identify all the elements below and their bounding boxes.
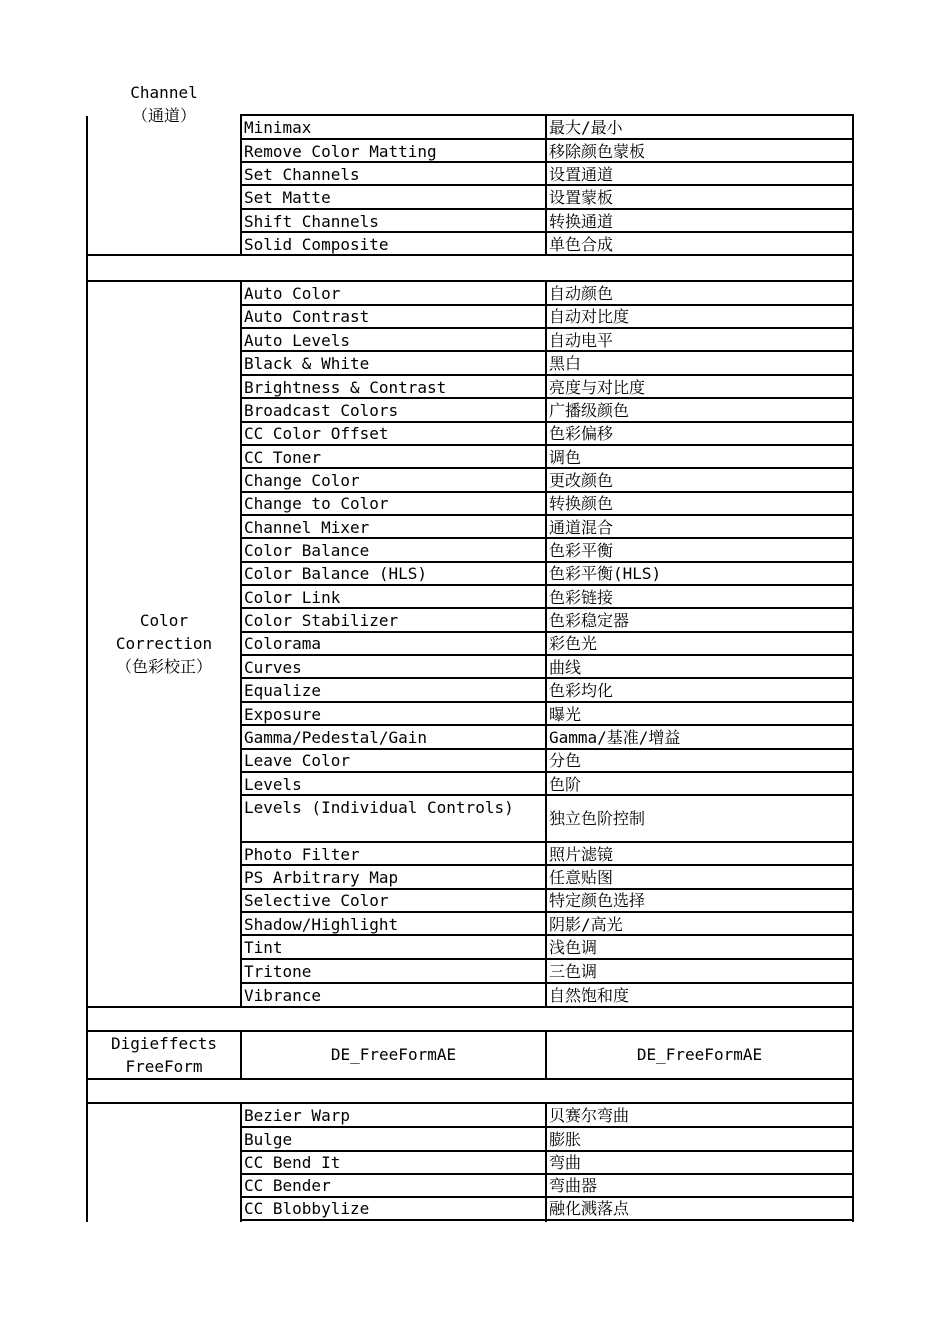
effect-translation: 色彩均化 (549, 681, 614, 700)
effect-translation: 分色 (549, 751, 582, 770)
effect-translation: 色彩平衡(HLS) (549, 564, 662, 583)
df-right-border (852, 1030, 854, 1080)
cc-right-border (852, 280, 854, 1008)
row-divider (240, 677, 854, 679)
effect-name: Auto Levels (244, 331, 350, 350)
effect-name: Shift Channels (244, 212, 379, 231)
row-divider (240, 771, 854, 773)
row-divider (240, 421, 854, 423)
effect-translation: 独立色阶控制 (549, 809, 646, 828)
effect-translation: 转换通道 (549, 212, 614, 231)
row-divider (240, 1173, 854, 1175)
effect-translation: 设置蒙板 (549, 188, 614, 207)
row-divider (240, 841, 854, 843)
effect-name: Selective Color (244, 891, 389, 910)
cc-col-divider-2 (545, 280, 547, 1008)
channel-top-border (240, 114, 854, 116)
row-divider (240, 304, 854, 306)
effect-translation: 曝光 (549, 705, 582, 724)
effect-translation: 贝赛尔弯曲 (549, 1106, 630, 1125)
effect-translation: 调色 (549, 448, 582, 467)
effect-translation: 弯曲器 (549, 1176, 598, 1195)
effect-translation: 通道混合 (549, 518, 614, 537)
effect-name: Change to Color (244, 494, 389, 513)
row-divider (240, 958, 854, 960)
row-divider (240, 911, 854, 913)
effect-translation: 自动颜色 (549, 284, 614, 303)
effect-translation: 色彩链接 (549, 588, 614, 607)
effect-translation: 浅色调 (549, 938, 598, 957)
effect-name: Channel Mixer (244, 518, 370, 537)
channel-left-border (86, 116, 88, 256)
category-color-correction-label: Color Correction （色彩校正） (115, 611, 213, 676)
effect-name: Gamma/Pedestal/Gain (244, 728, 428, 747)
row-divider (240, 1196, 854, 1198)
effect-translation: 色阶 (549, 775, 582, 794)
row-divider (240, 631, 854, 633)
effect-translation: 彩色光 (549, 634, 598, 653)
row-divider (240, 491, 854, 493)
effect-name: Bulge (244, 1130, 293, 1149)
effect-translation: 更改颜色 (549, 471, 614, 490)
effect-translation: 融化溅落点 (549, 1199, 630, 1218)
effect-translation: 自动电平 (549, 331, 614, 350)
effect-name: Equalize (244, 681, 322, 700)
spacer-right (852, 1006, 854, 1032)
effect-translation: 照片滤镜 (549, 845, 614, 864)
row-divider (240, 888, 854, 890)
effect-translation: 亮度与对比度 (549, 378, 646, 397)
effect-name: Curves (244, 658, 302, 677)
effect-name: Levels (Individual Controls) (244, 798, 514, 817)
effect-translation: 色彩稳定器 (549, 611, 630, 630)
effect-name: Black & White (244, 354, 370, 373)
row-divider (240, 1150, 854, 1152)
effect-name: Tritone (244, 962, 312, 981)
effect-name: Exposure (244, 705, 322, 724)
effect-translation: 移除颜色蒙板 (549, 142, 646, 161)
row-divider (240, 138, 854, 140)
spacer-right (852, 254, 854, 282)
effect-translation: 广播级颜色 (549, 401, 630, 420)
spacer-bottom (86, 280, 854, 282)
effect-translation: 设置通道 (549, 165, 614, 184)
effect-translation: 任意贴图 (549, 868, 614, 887)
effect-translation: 最大/最小 (549, 118, 623, 137)
distort-left-border (86, 1102, 88, 1222)
effect-name: Leave Color (244, 751, 350, 770)
row-divider (240, 982, 854, 984)
row-divider (240, 327, 854, 329)
effect-name: DE_FreeFormAE (330, 1045, 457, 1064)
row-divider (240, 1126, 854, 1128)
effect-name: Vibrance (244, 986, 322, 1005)
effect-name: Remove Color Matting (244, 142, 437, 161)
spacer-bottom (86, 1102, 854, 1104)
effect-name: Change Color (244, 471, 360, 490)
effect-translation: 弯曲 (549, 1153, 582, 1172)
spacer-left (86, 1078, 88, 1104)
effect-name: Auto Color (244, 284, 341, 303)
row-divider (240, 467, 854, 469)
section-bottom-border (86, 1078, 854, 1080)
row-divider (240, 1219, 854, 1221)
effect-name: PS Arbitrary Map (244, 868, 399, 887)
effect-name: Auto Contrast (244, 307, 370, 326)
section-bottom-border (86, 1006, 854, 1008)
effect-translation: DE_FreeFormAE (636, 1045, 763, 1064)
row-divider (240, 724, 854, 726)
row-divider (240, 654, 854, 656)
distort-col-divider-1 (240, 1102, 242, 1222)
effect-name: Photo Filter (244, 845, 360, 864)
distort-right-border (852, 1102, 854, 1222)
effect-name: Solid Composite (244, 235, 389, 254)
row-divider (240, 208, 854, 210)
row-divider (240, 374, 854, 376)
cc-col-divider-1 (240, 280, 242, 1008)
effect-name: Color Stabilizer (244, 611, 399, 630)
effect-name: Set Channels (244, 165, 360, 184)
section-bottom-border (86, 254, 854, 256)
effect-translation: 阴影/高光 (549, 915, 623, 934)
effect-name: Color Link (244, 588, 341, 607)
effect-name: CC Bender (244, 1176, 331, 1195)
effect-name: Broadcast Colors (244, 401, 399, 420)
effect-translation: 单色合成 (549, 235, 614, 254)
distort-col-divider-2 (545, 1102, 547, 1222)
row-divider (240, 748, 854, 750)
effect-name: Shadow/Highlight (244, 915, 399, 934)
effect-name: CC Toner (244, 448, 322, 467)
effect-name: Brightness & Contrast (244, 378, 447, 397)
row-divider (240, 701, 854, 703)
row-divider (240, 794, 854, 796)
row-divider (240, 584, 854, 586)
effect-name: Colorama (244, 634, 322, 653)
effect-name: CC Blobbylize (244, 1199, 370, 1218)
effect-name: Bezier Warp (244, 1106, 350, 1125)
effect-name: CC Bend It (244, 1153, 341, 1172)
effect-translation: 黑白 (549, 354, 582, 373)
spacer-right (852, 1078, 854, 1104)
effect-translation: 三色调 (549, 962, 598, 981)
effect-name: Color Balance (244, 541, 370, 560)
category-digieffects-label: Digieffects FreeForm (111, 1034, 217, 1076)
effect-translation: 曲线 (549, 658, 582, 677)
category-channel-label: Channel （通道） (130, 83, 198, 125)
effect-translation: 自然饱和度 (549, 986, 630, 1005)
effect-translation: 膨胀 (549, 1130, 582, 1149)
effect-translation: 色彩平衡 (549, 541, 614, 560)
effect-translation: 特定颜色选择 (549, 891, 646, 910)
row-divider (240, 444, 854, 446)
effect-name: Tint (244, 938, 283, 957)
effect-name: CC Color Offset (244, 424, 389, 443)
effect-translation: 自动对比度 (549, 307, 630, 326)
effect-translation: Gamma/基准/增益 (549, 728, 681, 747)
effect-translation: 色彩偏移 (549, 424, 614, 443)
effect-name: Color Balance (HLS) (244, 564, 428, 583)
effect-name: Set Matte (244, 188, 331, 207)
row-divider (240, 514, 854, 516)
row-divider (240, 561, 854, 563)
effect-translation: 转换颜色 (549, 494, 614, 513)
effect-name: Levels (244, 775, 302, 794)
spacer-left (86, 254, 88, 282)
effect-name: Minimax (244, 118, 312, 137)
spacer-left (86, 1006, 88, 1032)
